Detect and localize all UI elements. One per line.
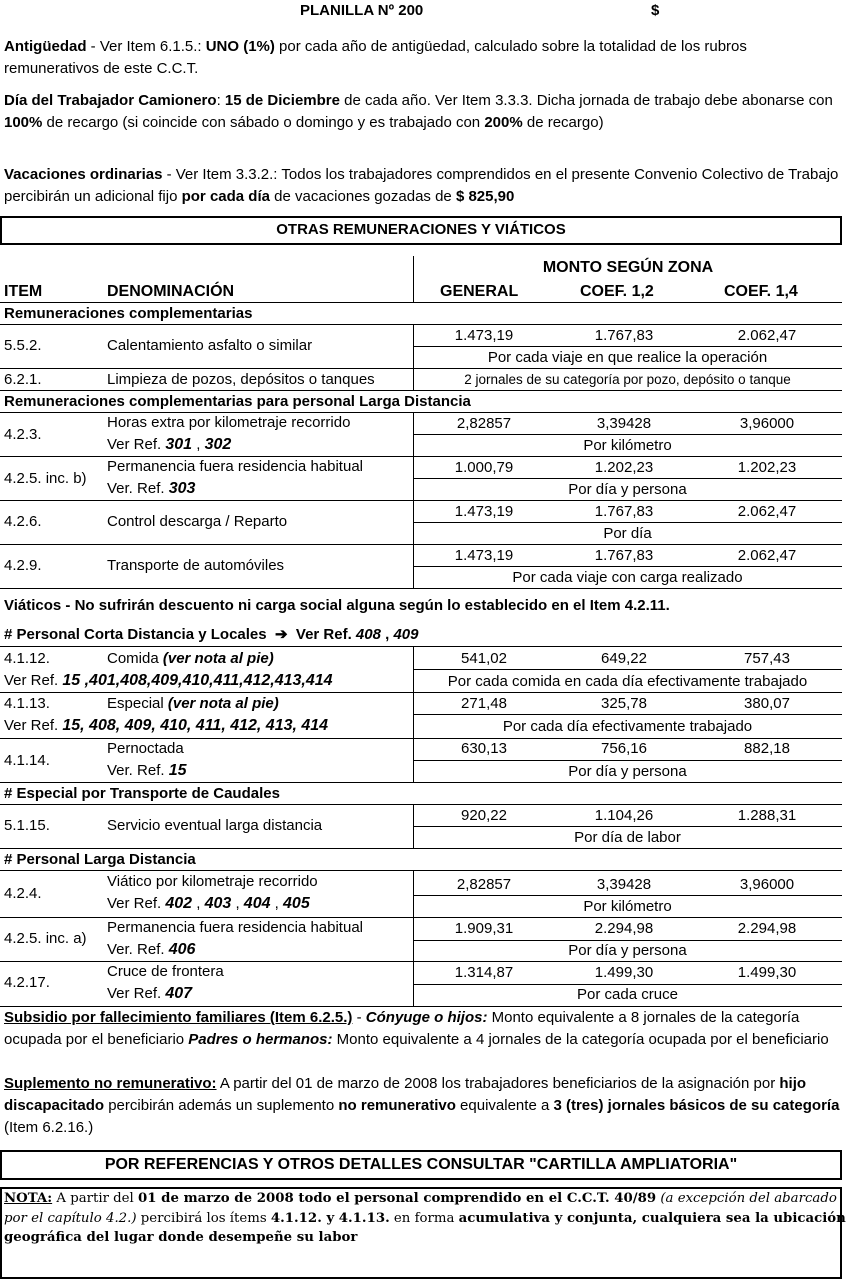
value-coef14: 2.062,47 — [737, 547, 797, 564]
row-denomination: Servicio eventual larga distancia — [107, 817, 323, 834]
row-ref: Ver Ref. 15, 408, 409, 410, 411, 412, 413, 414 — [4, 717, 329, 734]
dia-trabajador-paragraph: Día del Trabajador Camionero: 15 de Diciembre de cada año. Ver Item 3.3.3. Dicha jornada de trabajo debe abonarse con 100% de recargo (si coincide con sábado o domingo y es trabajado con 200% de recargo) — [4, 92, 833, 131]
col-divider — [413, 804, 414, 848]
row-note: Por día y persona — [568, 763, 687, 780]
rule — [0, 368, 842, 369]
row-denomination: Comida (ver nota al pie) — [107, 650, 274, 667]
row-item-code: 4.2.3. — [4, 426, 42, 443]
row-item-code: 4.1.13. — [4, 695, 50, 712]
value-coef14: 3,96000 — [739, 415, 795, 432]
group-remuneraciones-complementarias: Remuneraciones complementarias — [4, 305, 253, 322]
col-divider — [413, 870, 414, 1006]
item-header: ITEM — [4, 283, 43, 300]
row-note: Por cada viaje en que realice la operación — [487, 349, 768, 366]
row-denomination: Transporte de automóviles — [107, 557, 285, 574]
group-larga-distancia-complementarias: Remuneraciones complementarias para personal Larga Distancia — [4, 393, 471, 410]
value-general: 541,02 — [461, 650, 507, 667]
suplemento-paragraph: Suplemento no remunerativo: A partir del 01 de marzo de 2008 los trabajadores beneficiarios de la asignación por hijo discapacitado percibirán además un suplemento no remunerativo equivalente a 3 (tres) jornales básicos de su categoría (Item 6.2.16.) — [4, 1075, 840, 1136]
value-coef14: 2.294,98 — [737, 920, 797, 937]
row-ref: Ver Ref. 15 ,401,408,409,410,411,412,413,414 — [4, 672, 333, 689]
row-item-code: 4.2.5. inc. a) — [4, 930, 87, 947]
rule — [413, 940, 842, 941]
value-coef14: 1.499,30 — [737, 964, 797, 981]
row-ref: Ver. Ref. 303 — [107, 480, 196, 497]
row-denomination: Limpieza de pozos, depósitos o tanques — [107, 371, 375, 388]
row-note: Por kilómetro — [583, 437, 672, 454]
row-note: Por cada viaje con carga realizado — [512, 569, 743, 586]
value-general: 1.473,19 — [454, 503, 514, 520]
rule — [0, 782, 842, 783]
section-title: OTRAS REMUNERACIONES Y VIÁTICOS — [276, 221, 566, 238]
row-note: Por día — [603, 525, 652, 542]
rule — [0, 646, 842, 647]
rule — [0, 870, 842, 871]
col-divider — [413, 412, 414, 588]
value-coef14: 882,18 — [744, 740, 790, 757]
col-divider — [413, 324, 414, 390]
referencias-text: POR REFERENCIAS Y OTROS DETALLES CONSULTAR "CARTILLA AMPLIATORIA" — [104, 1156, 738, 1173]
row-note: Por cada comida en cada día efectivamente trabajado — [447, 673, 808, 690]
col-divider — [413, 646, 414, 782]
value-general: 2,82857 — [456, 415, 512, 432]
antiguedad-paragraph: Antigüedad - Ver Item 6.1.5.: UNO (1%) por cada año de antigüedad, calculado sobre la totalidad de los rubros remunerativos de este C.C.T. — [4, 38, 747, 77]
row-note: Por kilómetro — [583, 898, 672, 915]
row-denomination: Calentamiento asfalto o similar — [107, 337, 313, 354]
rule — [413, 984, 842, 985]
value-coef14: 1.202,23 — [737, 459, 797, 476]
row-note: Por día y persona — [568, 942, 687, 959]
value-coef12: 3,39428 — [596, 415, 652, 432]
rule — [0, 456, 842, 457]
monto-header: MONTO SEGÚN ZONA — [542, 259, 714, 276]
value-coef14: 2.062,47 — [737, 503, 797, 520]
group-larga-distancia: # Personal Larga Distancia — [4, 851, 196, 868]
value-coef12: 1.499,30 — [594, 964, 654, 981]
group-corta-distancia: # Personal Corta Distancia y Locales ➔ Ver Ref. 408 , 409 — [4, 626, 419, 643]
row-note: Por día y persona — [568, 481, 687, 498]
row-denomination: Permanencia fuera residencia habitual — [107, 458, 363, 475]
rule — [413, 895, 842, 896]
nota-line-3: geográfica del lugar donde desempeñe su labor — [4, 1230, 358, 1245]
rule — [0, 917, 842, 918]
value-general: 630,13 — [461, 740, 507, 757]
group-transporte-caudales: # Especial por Transporte de Caudales — [4, 785, 280, 802]
general-header: GENERAL — [440, 283, 519, 300]
rule — [0, 804, 842, 805]
viaticos-heading: Viáticos - No sufrirán descuento ni carga social alguna según lo establecido en el Item 4.2.11. — [4, 597, 670, 614]
rule — [0, 500, 842, 501]
row-item-code: 5.5.2. — [4, 337, 42, 354]
row-denomination: Especial (ver nota al pie) — [107, 695, 279, 712]
vacaciones-paragraph: Vacaciones ordinarias - Ver Item 3.3.2.: Todos los trabajadores comprendidos en el presente Convenio Colectivo de Trabajo percibirán un adicional fijo por cada día de vacaciones gozadas de $ 825,90 — [4, 166, 839, 205]
subsidio-paragraph: Subsidio por fallecimiento familiares (Item 6.2.5.) - Cónyuge o hijos: Monto equivalente a 8 jornales de la categoría ocupada por el beneficiario Padres o hermanos: Monto equivalente a 4 jornales de la categoría ocupada por el beneficiario — [4, 1009, 829, 1048]
rule — [413, 434, 842, 435]
value-general: 1.473,19 — [454, 327, 514, 344]
value-coef12: 1.767,83 — [594, 503, 654, 520]
value-general: 2,82857 — [456, 876, 512, 893]
value-coef12: 1.767,83 — [594, 327, 654, 344]
value-general: 271,48 — [461, 695, 507, 712]
value-general: 1.473,19 — [454, 547, 514, 564]
value-coef12: 1.104,26 — [594, 807, 654, 824]
value-coef14: 2.062,47 — [737, 327, 797, 344]
value-general: 1.000,79 — [454, 459, 514, 476]
rule — [0, 544, 842, 545]
row-item-code: 5.1.15. — [4, 817, 50, 834]
rule — [0, 692, 842, 693]
rule — [0, 390, 842, 391]
rule — [413, 760, 842, 761]
value-coef12: 3,39428 — [596, 876, 652, 893]
rule — [0, 738, 842, 739]
row-item-code: 4.2.5. inc. b) — [4, 470, 87, 487]
value-coef12: 756,16 — [601, 740, 647, 757]
value-coef12: 325,78 — [601, 695, 647, 712]
row-denomination: Control descarga / Reparto — [107, 513, 288, 530]
row-denomination: Pernoctada — [107, 740, 184, 757]
page-title: PLANILLA Nº 200 — [300, 2, 424, 19]
rule — [413, 346, 842, 347]
rule — [0, 324, 842, 325]
header-rule — [0, 302, 842, 303]
rule — [0, 412, 842, 413]
row-item-code: 4.1.12. — [4, 650, 50, 667]
row-note: Por cada cruce — [577, 986, 678, 1003]
row-ref: Ver Ref. 402 , 403 , 404 , 405 — [107, 895, 310, 912]
rule — [0, 588, 842, 589]
value-general: 1.314,87 — [454, 964, 514, 981]
value-coef12: 649,22 — [601, 650, 647, 667]
coef14-header: COEF. 1,4 — [724, 283, 798, 300]
row-note: Por día de labor — [574, 829, 681, 846]
value-coef14: 1.288,31 — [737, 807, 797, 824]
arrow-right-icon: ➔ — [274, 626, 288, 643]
row-ref: Ver Ref. 407 — [107, 985, 193, 1002]
nota-line-2: por el capítulo 4.2.) percibirá los ítems 4.1.12. y 4.1.13. en forma acumulativa y conjunta, cualquiera sea la ubicación — [4, 1211, 846, 1226]
rule — [413, 714, 842, 715]
rule — [413, 522, 842, 523]
value-coef12: 2.294,98 — [594, 920, 654, 937]
rule — [413, 478, 842, 479]
nota-line-1: NOTA: A partir del 01 de marzo de 2008 todo el personal comprendido en el C.C.T. 40/89 (a excepción del abarcado — [4, 1191, 837, 1206]
denominacion-header: DENOMINACIÓN — [107, 283, 235, 300]
row-denomination: Horas extra por kilometraje recorrido — [107, 414, 351, 431]
row-denomination: Viático por kilometraje recorrido — [107, 873, 318, 890]
row-denomination: Cruce de frontera — [107, 963, 224, 980]
row-item-code: 4.2.4. — [4, 885, 42, 902]
value-coef14: 757,43 — [744, 650, 790, 667]
row-item-code: 4.2.17. — [4, 974, 50, 991]
coef12-header: COEF. 1,2 — [580, 283, 654, 300]
rule — [0, 848, 842, 849]
value-coef14: 380,07 — [744, 695, 790, 712]
row-note: Por cada día efectivamente trabajado — [502, 718, 753, 735]
rule — [0, 961, 842, 962]
row-note: 2 jornales de su categoría por pozo, depósito o tanque — [464, 372, 791, 387]
row-ref: Ver. Ref. 15 — [107, 762, 187, 779]
row-denomination: Permanencia fuera residencia habitual — [107, 919, 363, 936]
rule — [413, 826, 842, 827]
row-item-code: 4.1.14. — [4, 752, 50, 769]
value-coef14: 3,96000 — [739, 876, 795, 893]
rule — [413, 669, 842, 670]
row-item-code: 6.2.1. — [4, 371, 42, 388]
rule — [413, 566, 842, 567]
row-ref: Ver Ref. 301 , 302 — [107, 436, 232, 453]
row-item-code: 4.2.6. — [4, 513, 42, 530]
row-item-code: 4.2.9. — [4, 557, 42, 574]
value-general: 920,22 — [461, 807, 507, 824]
value-coef12: 1.767,83 — [594, 547, 654, 564]
row-ref: Ver. Ref. 406 — [107, 941, 196, 958]
value-general: 1.909,31 — [454, 920, 514, 937]
value-coef12: 1.202,23 — [594, 459, 654, 476]
currency-symbol: $ — [651, 2, 660, 19]
